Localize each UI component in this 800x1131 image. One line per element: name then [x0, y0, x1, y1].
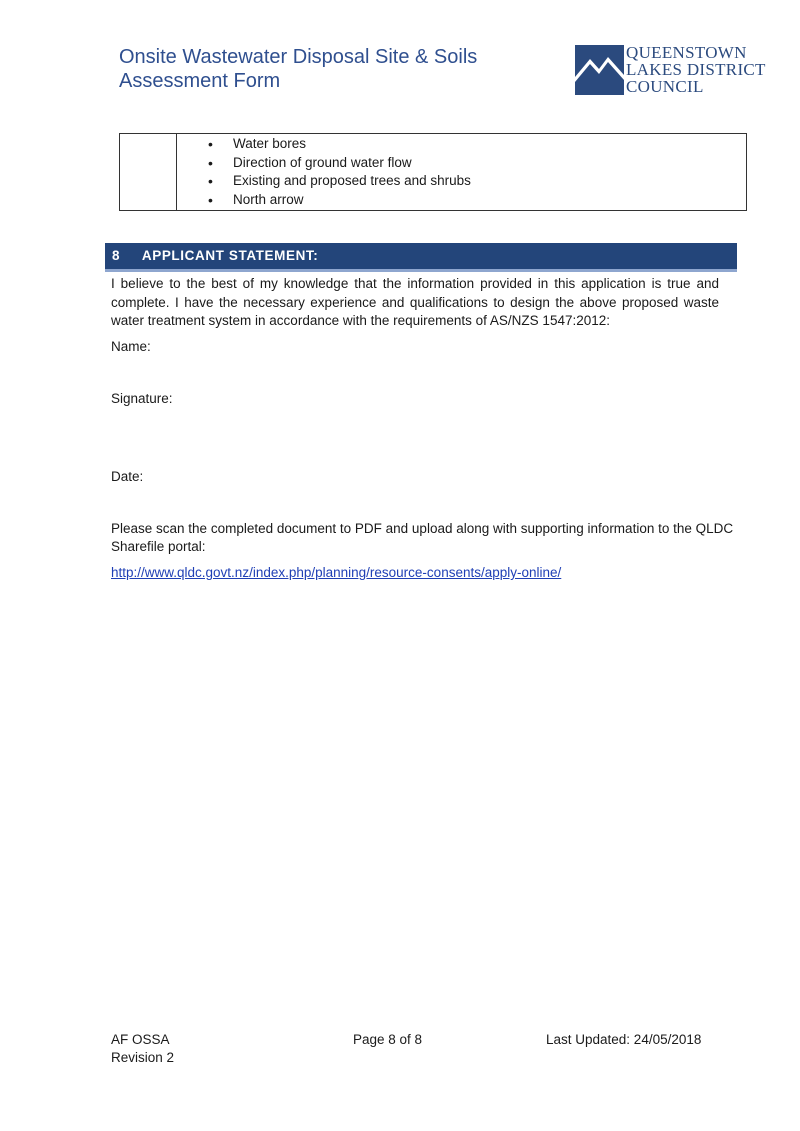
mountain-logo-icon	[575, 45, 624, 95]
site-plan-requirements-table	[119, 133, 747, 211]
section-heading	[112, 248, 318, 263]
requirements-list	[208, 135, 471, 210]
list-item: • Existing and proposed trees and shrubs	[208, 172, 471, 191]
title-line-2: Assessment Form	[119, 70, 281, 92]
list-item: • Direction of ground water flow	[208, 154, 471, 173]
list-item: • North arrow	[208, 191, 471, 210]
section-header-applicant-statement	[105, 243, 737, 272]
logo-line-1: QUEENSTOWN	[626, 43, 747, 62]
logo-line-3: COUNCIL	[626, 77, 704, 96]
section-number: 8	[112, 248, 121, 263]
table-column-divider	[176, 134, 177, 210]
scan-instruction-line-2: Sharefile portal:	[111, 539, 206, 554]
council-logo	[575, 45, 775, 97]
section-title: APPLICANT STATEMENT:	[141, 248, 319, 263]
logo-text	[626, 44, 766, 95]
footer-form-code: AF OSSA	[111, 1032, 170, 1047]
title-line-1: Onsite Wastewater Disposal Site & Soils	[119, 46, 478, 68]
applicant-statement-text: I believe to the best of my knowledge that the information provided in this application is true and complete. I have the necessary experience and qualifications to design the above proposed waste water treatment system in accordance with the requirements of AS/NZS 1547:2012:	[111, 276, 719, 328]
footer-revision: Revision 2	[111, 1050, 175, 1065]
footer-last-updated: Last Updated: 24/05/2018	[546, 1032, 702, 1047]
footer-page-number: Page 8 of 8	[353, 1032, 423, 1047]
signature-label: Signature:	[111, 391, 173, 406]
page-title	[119, 45, 477, 93]
apply-online-link[interactable]: http://www.qldc.govt.nz/index.php/planning/resource-consents/apply-online/	[111, 565, 562, 580]
name-label: Name:	[111, 339, 151, 354]
list-item: • Water bores	[208, 135, 471, 154]
date-label: Date:	[111, 469, 144, 484]
logo-line-2: LAKES DISTRICT	[626, 60, 766, 79]
scan-instruction-line-1: Please scan the completed document to PDF and upload along with supporting information to the QLDC	[111, 521, 734, 536]
